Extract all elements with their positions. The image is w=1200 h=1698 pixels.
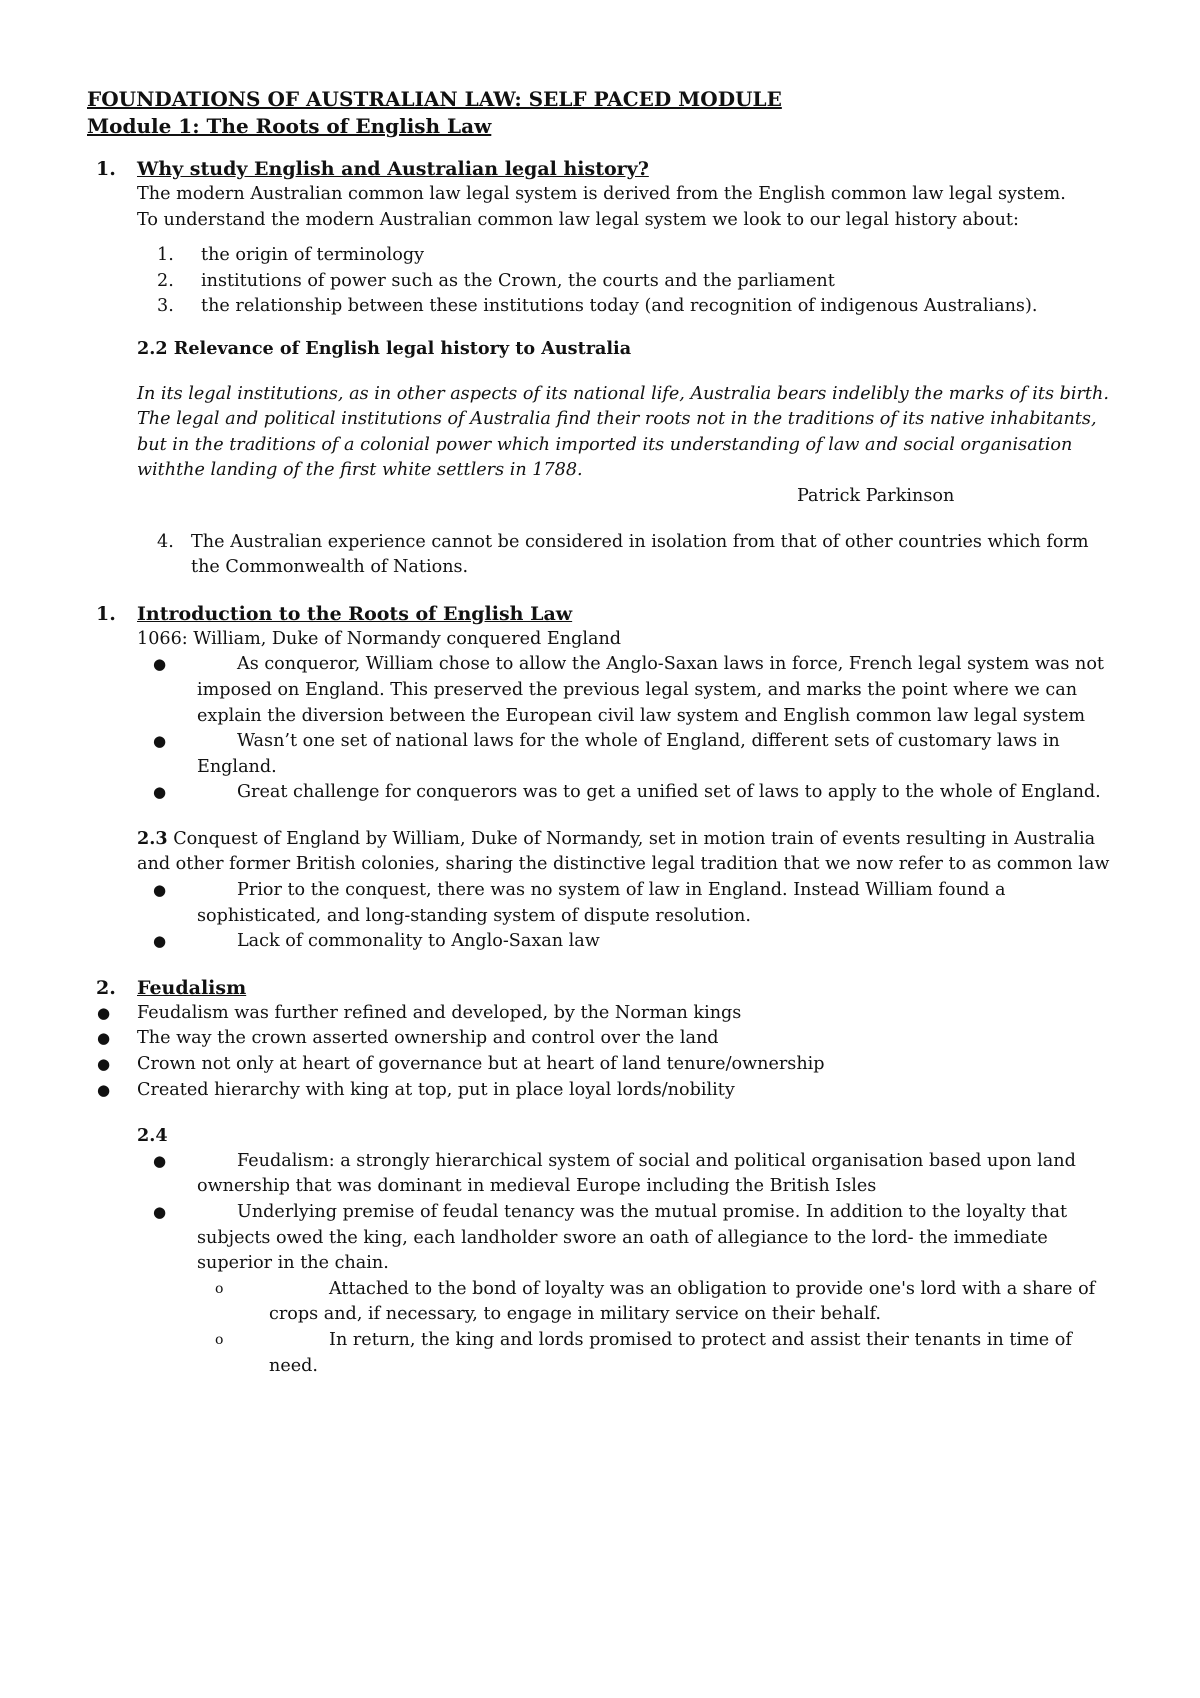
list-item: ● Feudalism was further refined and developed, by the Norman kings [87,1001,1117,1027]
section-heading-why-study: 1. Why study English and Australian legal history? [96,158,649,180]
bullet-icon: ● [153,732,167,751]
bullet-icon: ● [153,881,167,900]
paragraph: To understand the modern Australian common law legal system we look to our legal history about: [137,209,1019,230]
bullet-icon: ● [153,783,167,802]
list-item: o Attached to the bond of loyalty was an obligation to provide one's lord with a share of crops and, if necessary, to engage in military service on their behalf. [87,1277,1117,1328]
bullet-icon: ● [153,932,167,951]
list-item: ● Prior to the conquest, there was no system of law in England. Instead William found a sophisticated, and long-standing system of dispute resolution. [87,878,1117,929]
bullet-icon: ● [97,1003,111,1022]
list-item: ● As conqueror, William chose to allow the Anglo-Saxan laws in force, French legal system was not imposed on England. This preserved the previous legal system, and marks the point where we can explain the diversion between the European civil law system and English common law legal system [87,652,1117,729]
list-item: 2. institutions of power such as the Crown, the courts and the parliament [157,270,835,291]
list-item: ● The way the crown asserted ownership and control over the land [87,1026,1117,1052]
section-heading-introduction: 1. Introduction to the Roots of English Law [96,602,573,625]
bullet-icon: ● [153,1151,167,1170]
paragraph: 1066: William, Duke of Normandy conquered England [137,628,622,649]
numbered-list [87,243,1117,320]
bullet-icon: ● [153,1203,167,1221]
document-page [87,86,1117,1379]
list-item: 4. The Australian experience cannot be considered in isolation from that of other countries which form the Commonwealth of Nations. [157,531,1089,578]
subsection-heading-relevance: 2.2 Relevance of English legal history to Australia [137,337,632,359]
list-item: ● Underlying premise of feudal tenancy was the mutual promise. In addition to the loyalty that subjects owed the king, each landholder swore an oath of allegiance to the lord- the immediate superior in the chain. [87,1200,1117,1277]
list-item: ● Great challenge for conquerors was to get a unified set of laws to apply to the whole of England. [87,780,1117,806]
list-item: ● Created hierarchy with king at top, put in place loyal lords/nobility [87,1078,1117,1104]
bullet-icon: ● [97,1055,111,1074]
list-item: 1. the origin of terminology [157,245,425,266]
list-item: ● Wasn’t one set of national laws for the whole of England, different sets of customary laws in England. [87,729,1117,780]
list-item: 3. the relationship between these institutions today (and recognition of indigenous Australians). [157,296,1038,317]
list-item: o In return, the king and lords promised to protect and assist their tenants in time of need. [87,1328,1117,1379]
hollow-bullet-icon: o [215,1331,224,1348]
subsection-label-2-4: 2.4 [137,1125,168,1147]
list-item: ● Lack of commonality to Anglo-Saxan law [87,929,1117,955]
module-title: Module 1: The Roots of English Law [87,114,492,138]
block-quote: In its legal institutions, as in other aspects of its national life, Australia bears indelibly the marks of its birth. The legal and political institutions of Australia find their roots not in the traditions of its native inhabitants, but in the traditions of a colonial power which imported its understanding of law and social organisation withthe landing of the first white settlers in 1788. [137,383,1109,481]
quote-attribution: Patrick Parkinson [797,485,955,506]
bullet-icon: ● [97,1029,111,1048]
section-heading-feudalism: 2. Feudalism [96,976,247,999]
document-title: FOUNDATIONS OF AUSTRALIAN LAW: SELF PACED MODULE [87,87,782,111]
paragraph: The modern Australian common law legal system is derived from the English common law legal system. [137,184,1066,204]
bullet-icon: ● [97,1080,111,1099]
bullet-icon: ● [153,655,167,674]
paragraph: 2.3 Conquest of England by William, Duke of Normandy, set in motion train of events resulting in Australia and other former British colonies, sharing the distinctive legal tradition that we now refer to as common law [137,827,1110,875]
list-item: ● Crown not only at heart of governance but at heart of land tenure/ownership [87,1052,1117,1078]
list-item: ● Feudalism: a strongly hierarchical system of social and political organisation based upon land ownership that was dominant in medieval Europe including the British Isles [87,1149,1117,1200]
hollow-bullet-icon: o [215,1280,224,1297]
